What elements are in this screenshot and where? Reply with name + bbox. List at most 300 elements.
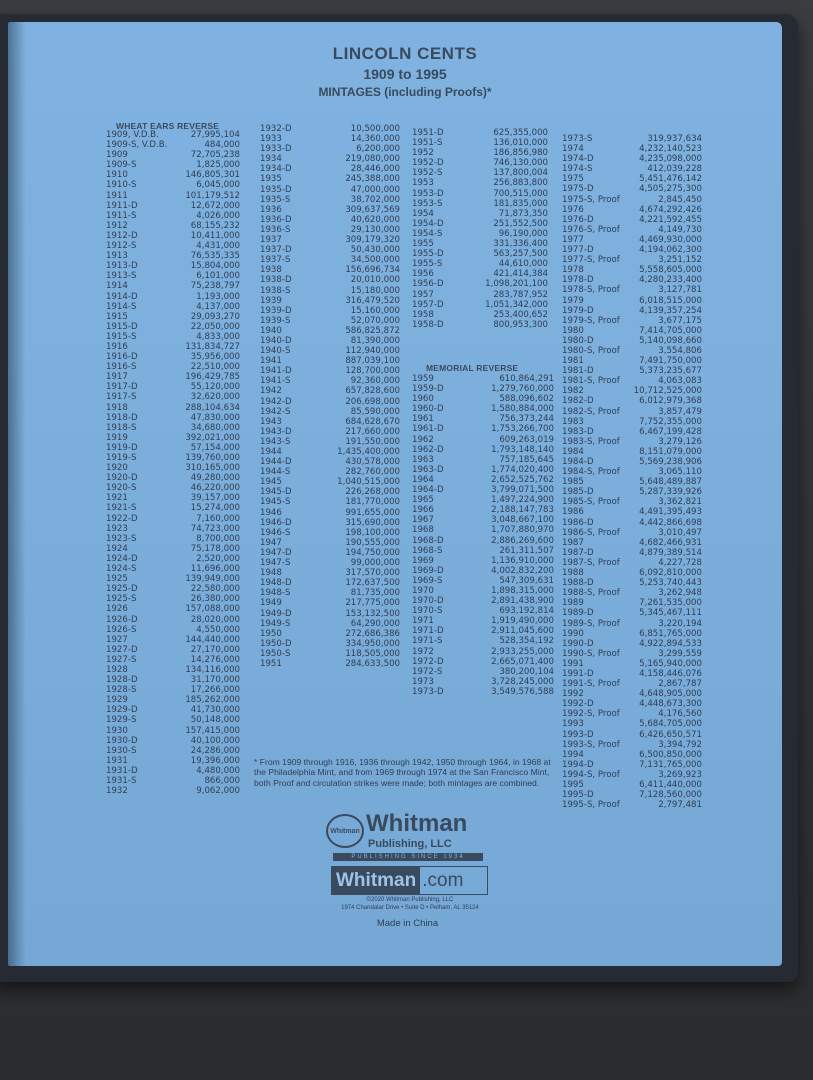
mintage-row	[562, 215, 702, 225]
mintage-value: 309,637,569	[345, 204, 400, 215]
mintage-value: 7,131,765,000	[639, 759, 702, 770]
footnote: * From 1909 through 1916, 1936 through 1942, 1950 through 1964, in 1968 at the Philadelphia Mint, and from 1969 through 1974 at the San Francisco Mint, both Proof and circulation strikes were made; both mintages are combined.	[254, 757, 551, 788]
mint-year: 1911	[106, 190, 128, 201]
mint-year: 1952	[412, 148, 434, 159]
mintage-row	[106, 231, 240, 241]
mintage-value: 4,227,728	[658, 557, 702, 568]
mintage-value: 1,707,880,970	[491, 525, 554, 536]
mintage-value: 191,550,000	[345, 436, 400, 447]
mintage-row	[412, 148, 548, 158]
mintage-value: 4,648,905,000	[639, 689, 702, 700]
mintage-value: 4,221,592,455	[639, 214, 702, 225]
mintage-row	[260, 417, 400, 427]
mintage-value: 4,158,446,076	[639, 668, 702, 679]
mintage-value: 3,251,152	[658, 255, 702, 266]
mintage-row	[562, 709, 702, 719]
mint-year: 1957-D	[412, 299, 444, 310]
mintage-row	[106, 534, 240, 544]
mintage-row	[562, 719, 702, 729]
mintage-row	[106, 715, 240, 725]
mintage-value: 72,705,238	[190, 150, 240, 161]
mintage-row	[412, 566, 554, 576]
mintage-row	[562, 154, 702, 164]
mintage-row	[260, 578, 400, 588]
mintage-value: 5,684,705,000	[639, 719, 702, 730]
mintage-value: 6,012,979,368	[639, 396, 702, 407]
mint-year: 1916	[106, 341, 128, 352]
mintage-row	[562, 538, 702, 548]
mintage-value: 15,180,000	[350, 285, 400, 296]
mintage-value: 3,677,175	[658, 315, 702, 326]
mint-year: 1982	[562, 386, 584, 397]
mintage-row	[106, 251, 240, 261]
mintage-value: 7,160,000	[196, 513, 240, 524]
mintage-value: 146,805,301	[185, 170, 240, 181]
mint-year: 1922-D	[106, 513, 138, 524]
mintage-value: 746,130,000	[493, 158, 548, 169]
mintage-row	[562, 659, 702, 669]
mintage-value: 75,178,000	[190, 543, 240, 554]
mintage-value: 1,435,400,000	[337, 447, 400, 457]
mintage-row	[562, 195, 702, 205]
mint-year: 1931	[106, 755, 128, 766]
mintage-value: 19,396,000	[190, 755, 240, 766]
mint-year: 1960-D	[412, 404, 444, 415]
mintage-value: 3,362,821	[658, 497, 702, 508]
mint-year: 1957	[412, 289, 434, 300]
mintage-row	[106, 423, 240, 433]
mint-year: 1937	[260, 235, 282, 246]
mint-year: 1981-D	[562, 366, 594, 377]
mintage-row	[106, 302, 240, 312]
mintage-column-3	[412, 128, 548, 330]
mintage-row	[562, 164, 702, 174]
mintage-row	[106, 433, 240, 443]
mintage-row	[106, 514, 240, 524]
mint-year: 1909-S, V.D.B.	[106, 140, 168, 151]
mint-year: 1926-S	[106, 624, 137, 635]
mintage-value: 700,515,000	[493, 188, 548, 199]
mint-year: 1971	[412, 616, 434, 627]
mint-year: 1933	[260, 134, 282, 145]
mintage-value: 27,995,104	[190, 130, 240, 140]
mintage-value: 2,867,787	[658, 679, 702, 690]
mintage-value: 3,269,923	[658, 769, 702, 780]
mint-year: 1945-S	[260, 497, 291, 508]
mint-year: 1960	[412, 394, 434, 405]
mint-year: 1931-D	[106, 765, 138, 776]
mintage-value: 52,070,000	[350, 315, 400, 326]
mint-year: 1920-D	[106, 473, 138, 484]
mintage-value: 3,010,497	[658, 527, 702, 538]
mintage-value: 9,062,000	[196, 786, 240, 797]
mintage-row	[106, 160, 240, 170]
mintage-value: 4,442,866,698	[639, 517, 702, 528]
mintage-value: 310,165,000	[185, 463, 240, 474]
mint-year: 1993-S, Proof	[562, 739, 620, 750]
mint-year: 1971-S	[412, 636, 443, 647]
mintage-value: 6,200,000	[356, 144, 400, 155]
mintage-row	[562, 174, 702, 184]
mintage-row	[106, 443, 240, 453]
mintage-value: 1,040,515,000	[337, 477, 400, 488]
mintage-value: 3,065,110	[658, 467, 702, 478]
mintage-value: 3,279,126	[658, 436, 702, 447]
mintage-value: 11,696,000	[190, 564, 240, 575]
mint-year: 1914-S	[106, 301, 137, 312]
mintage-row	[260, 195, 400, 205]
mintage-value: 92,360,000	[350, 376, 400, 387]
mint-year: 1918-S	[106, 422, 137, 433]
mint-year: 1929-D	[106, 705, 138, 716]
mintage-value: 7,128,560,000	[639, 790, 702, 801]
mintage-row	[562, 275, 702, 285]
mint-year: 1989-S, Proof	[562, 618, 620, 629]
mintage-value: 20,010,000	[350, 275, 400, 286]
mint-year: 1984-S, Proof	[562, 467, 620, 478]
mint-year: 1964-D	[412, 485, 444, 496]
mint-year: 1911-D	[106, 200, 138, 211]
mintage-value: 3,554,806	[658, 345, 702, 356]
mintage-row	[412, 445, 554, 455]
mintage-row	[106, 473, 240, 483]
mint-year: 1930-S	[106, 745, 137, 756]
mint-year: 1958	[412, 309, 434, 320]
mintage-row	[106, 140, 240, 150]
mintage-value: 68,155,232	[190, 220, 240, 231]
mintage-row	[106, 292, 240, 302]
mintage-row	[260, 316, 400, 326]
mintage-row	[562, 427, 702, 437]
mintage-value: 47,830,000	[190, 412, 240, 423]
mintage-value: 156,696,734	[345, 265, 400, 276]
mintage-value: 15,804,000	[190, 261, 240, 272]
mint-year: 1988-S, Proof	[562, 588, 620, 599]
mint-year: 1935	[260, 174, 282, 185]
mintage-row	[106, 332, 240, 342]
mintage-value: 1,098,201,100	[485, 279, 548, 290]
mintage-row	[260, 397, 400, 407]
mint-year: 1977	[562, 234, 584, 245]
mintage-row	[412, 485, 554, 495]
mintage-value: 34,680,000	[190, 422, 240, 433]
mintage-value: 5,373,235,677	[639, 366, 702, 377]
mintage-row	[106, 756, 240, 766]
mintage-row	[260, 286, 400, 296]
mint-year: 1942-D	[260, 396, 292, 407]
mintage-row	[106, 615, 240, 625]
mint-year: 1936-S	[260, 224, 291, 235]
mint-year: 1985-D	[562, 487, 594, 498]
mintage-value: 7,414,705,000	[639, 325, 702, 336]
mintage-value: 4,448,673,300	[639, 699, 702, 710]
mintage-value: 4,480,000	[196, 765, 240, 776]
mintage-row	[562, 417, 702, 427]
mint-year: 1921-S	[106, 503, 137, 514]
mintage-row	[412, 647, 554, 657]
made-in-label: Made in China	[376, 918, 439, 929]
mintage-value: 261,311,507	[499, 545, 554, 556]
mintage-value: 4,149,730	[658, 224, 702, 235]
mintage-value: 29,130,000	[350, 224, 400, 235]
mintage-row	[562, 144, 702, 154]
mint-year: 1987-S, Proof	[562, 557, 620, 568]
mintage-row	[260, 124, 400, 134]
mintage-row	[562, 608, 702, 618]
mintage-row	[412, 310, 548, 320]
mintage-value: 5,451,476,142	[639, 174, 702, 185]
mintage-value: 4,682,466,931	[639, 537, 702, 548]
mintage-row	[106, 170, 240, 180]
mintage-value: 547,309,631	[499, 575, 554, 586]
mintage-value: 392,021,000	[185, 432, 240, 443]
mint-year: 1949-S	[260, 618, 291, 629]
mintage-row	[260, 386, 400, 396]
mint-year: 1944	[260, 447, 282, 457]
mintage-row	[106, 211, 240, 221]
mint-year: 1961-D	[412, 424, 444, 435]
mintage-row	[106, 392, 240, 402]
mintage-value: 2,886,269,600	[491, 535, 554, 546]
mintage-row	[260, 639, 400, 649]
mint-year: 1941-D	[260, 366, 292, 377]
mintage-value: 157,088,000	[185, 604, 240, 615]
mintage-row	[562, 265, 702, 275]
mint-year: 1912-S	[106, 241, 137, 252]
mint-year: 1954-S	[412, 228, 443, 239]
mintage-row	[412, 424, 554, 434]
mint-year: 1984	[562, 446, 584, 457]
mint-year: 1969-D	[412, 565, 444, 576]
mintage-row	[106, 604, 240, 614]
mintage-row	[260, 619, 400, 629]
mint-year: 1938	[260, 265, 282, 276]
mint-year: 1973-D	[412, 686, 444, 697]
mintage-value: 251,552,500	[493, 218, 548, 229]
mintage-row	[106, 544, 240, 554]
mintage-value: 283,787,952	[493, 289, 548, 300]
mintage-row	[562, 649, 702, 659]
mintage-row	[412, 320, 548, 330]
mintage-value: 586,825,872	[345, 325, 400, 336]
mint-year: 1942	[260, 386, 282, 397]
mintage-value: 76,535,335	[190, 251, 240, 262]
mintage-row	[562, 346, 702, 356]
mint-year: 1980-D	[562, 335, 594, 346]
mintage-row	[562, 285, 702, 295]
mint-year: 1961	[412, 414, 434, 425]
mintage-value: 7,491,750,000	[639, 356, 702, 367]
mintage-row	[412, 495, 554, 505]
mintage-row	[106, 574, 240, 584]
mintage-value: 609,263,019	[499, 434, 554, 445]
mintage-value: 8,700,000	[196, 533, 240, 544]
mint-year: 1974-S	[562, 164, 593, 175]
mintage-value: 6,411,440,000	[639, 780, 702, 790]
mintage-value: 4,922,894,533	[639, 638, 702, 649]
mintage-value: 44,610,000	[498, 259, 548, 270]
mintage-value: 2,933,255,000	[491, 646, 554, 657]
mint-year: 1917-D	[106, 382, 138, 393]
mint-year: 1953-S	[412, 198, 443, 209]
mintage-value: 4,235,098,000	[639, 154, 702, 165]
mintage-value: 64,290,000	[350, 618, 400, 629]
mintage-value: 1,898,315,000	[491, 585, 554, 596]
mint-year: 1956	[412, 269, 434, 280]
mintage-row	[260, 457, 400, 467]
mintage-value: 28,020,000	[190, 614, 240, 625]
mint-year: 1951-D	[412, 128, 444, 138]
mint-year: 1939-S	[260, 315, 291, 326]
mintage-row	[562, 790, 702, 800]
mintage-value: 198,100,000	[345, 527, 400, 538]
mint-year: 1980-S, Proof	[562, 345, 620, 356]
mintage-row	[260, 649, 400, 659]
mintage-value: 282,760,000	[345, 467, 400, 478]
mint-year: 1938-S	[260, 285, 291, 296]
mintage-row	[260, 235, 400, 245]
mintage-row	[412, 404, 554, 414]
mintage-value: 272,686,386	[345, 628, 400, 639]
mint-year: 1912	[106, 220, 128, 231]
mintage-value: 71,873,350	[498, 208, 548, 219]
mintage-row	[106, 241, 240, 251]
mintage-row	[106, 685, 240, 695]
mintage-row	[260, 659, 400, 669]
mintage-row	[106, 130, 240, 140]
mintage-value: 1,825,000	[196, 160, 240, 171]
mint-year: 1940	[260, 325, 282, 336]
mintage-row	[260, 144, 400, 154]
mintage-value: 4,879,389,514	[639, 547, 702, 558]
mint-year: 1952-D	[412, 158, 444, 169]
mint-year: 1945-D	[260, 487, 292, 498]
mint-year: 1941-S	[260, 376, 291, 387]
mintage-value: 256,883,800	[493, 178, 548, 189]
mintage-value: 4,232,140,523	[639, 144, 702, 155]
mintage-row	[106, 382, 240, 392]
mintage-value: 112,940,000	[345, 346, 400, 357]
mintage-value: 2,911,045,600	[491, 626, 554, 637]
mintage-row	[106, 221, 240, 231]
mint-year: 1972-S	[412, 666, 443, 677]
mintage-row	[260, 629, 400, 639]
mintage-row	[562, 770, 702, 780]
mintage-value: 1,136,910,000	[491, 555, 554, 566]
mintage-value: 55,120,000	[190, 382, 240, 393]
mintage-value: 32,620,000	[190, 392, 240, 403]
mintage-value: 4,063,083	[658, 376, 702, 387]
mintage-value: 1,580,884,000	[491, 404, 554, 415]
mintage-row	[562, 396, 702, 406]
mintage-value: 1,051,342,000	[485, 299, 548, 310]
mintage-row	[412, 657, 554, 667]
mint-year: 1975	[562, 174, 584, 185]
mintage-value: 226,268,000	[345, 487, 400, 498]
mintage-row	[412, 636, 554, 646]
mintage-row	[562, 477, 702, 487]
mint-year: 1931-S	[106, 776, 137, 786]
mint-year: 1994	[562, 749, 584, 760]
mint-year: 1954	[412, 208, 434, 219]
mintage-row	[412, 596, 554, 606]
mintage-value: 85,590,000	[350, 406, 400, 417]
mintage-row	[260, 356, 400, 366]
mintage-row	[106, 766, 240, 776]
mintage-row	[106, 786, 240, 796]
mintage-value: 131,834,727	[185, 341, 240, 352]
mint-year: 1956-D	[412, 279, 444, 290]
mint-year: 1972-D	[412, 656, 444, 667]
mintage-row	[562, 518, 702, 528]
mintage-value: 22,050,000	[190, 321, 240, 332]
copyright-line-1: ©2020 Whitman Publishing, LLC	[366, 897, 454, 903]
mint-year: 1976-S, Proof	[562, 224, 620, 235]
mintage-row	[562, 326, 702, 336]
mintage-value: 6,851,765,000	[639, 628, 702, 639]
mintage-row	[562, 750, 702, 760]
mintage-row	[412, 475, 554, 485]
mint-year: 1985-S, Proof	[562, 497, 620, 508]
mint-year: 1962-D	[412, 444, 444, 455]
mint-year: 1914	[106, 281, 128, 292]
mintage-value: 49,280,000	[190, 473, 240, 484]
mintage-value: 6,018,515,000	[639, 295, 702, 306]
mint-year: 1973	[412, 676, 434, 687]
mint-year: 1913	[106, 251, 128, 262]
mint-year: 1994-D	[562, 759, 594, 770]
mintage-value: 2,520,000	[196, 553, 240, 564]
mintage-row	[562, 497, 702, 507]
mintage-row	[106, 746, 240, 756]
mint-year: 1950-S	[260, 648, 291, 659]
mintage-value: 12,672,000	[190, 200, 240, 211]
mint-year: 1952-S	[412, 168, 443, 179]
mintage-row	[412, 229, 548, 239]
mintage-row	[562, 437, 702, 447]
mintage-row	[412, 290, 548, 300]
mintage-value: 1,497,224,900	[491, 495, 554, 506]
mintage-value: 144,440,000	[185, 634, 240, 645]
mintage-row	[106, 312, 240, 322]
mintage-value: 3,262,948	[658, 588, 702, 599]
mintage-value: 625,355,000	[493, 128, 548, 138]
mintage-row	[562, 447, 702, 457]
mintage-value: 34,500,000	[350, 255, 400, 266]
mint-year: 1939	[260, 295, 282, 306]
mint-year: 1995-D	[562, 790, 594, 801]
mintage-value: 5,140,098,660	[639, 335, 702, 346]
mint-year: 1972	[412, 646, 434, 657]
mintage-value: 14,360,000	[350, 134, 400, 145]
mint-year: 1959	[412, 374, 434, 384]
copyright	[300, 897, 520, 912]
mint-year: 1977-D	[562, 245, 594, 256]
mintage-row	[412, 168, 548, 178]
mintage-row	[260, 134, 400, 144]
mintage-row	[260, 508, 400, 518]
mintage-row	[412, 515, 554, 525]
mint-year: 1951	[260, 658, 282, 669]
mintage-row	[260, 336, 400, 346]
mintage-value: 35,956,000	[190, 352, 240, 363]
mint-year: 1944-D	[260, 457, 292, 468]
mintage-row	[260, 437, 400, 447]
mint-year: 1967	[412, 515, 434, 526]
mint-year: 1940-S	[260, 346, 291, 357]
mint-year: 1953	[412, 178, 434, 189]
mintage-value: 6,467,199,428	[639, 426, 702, 437]
